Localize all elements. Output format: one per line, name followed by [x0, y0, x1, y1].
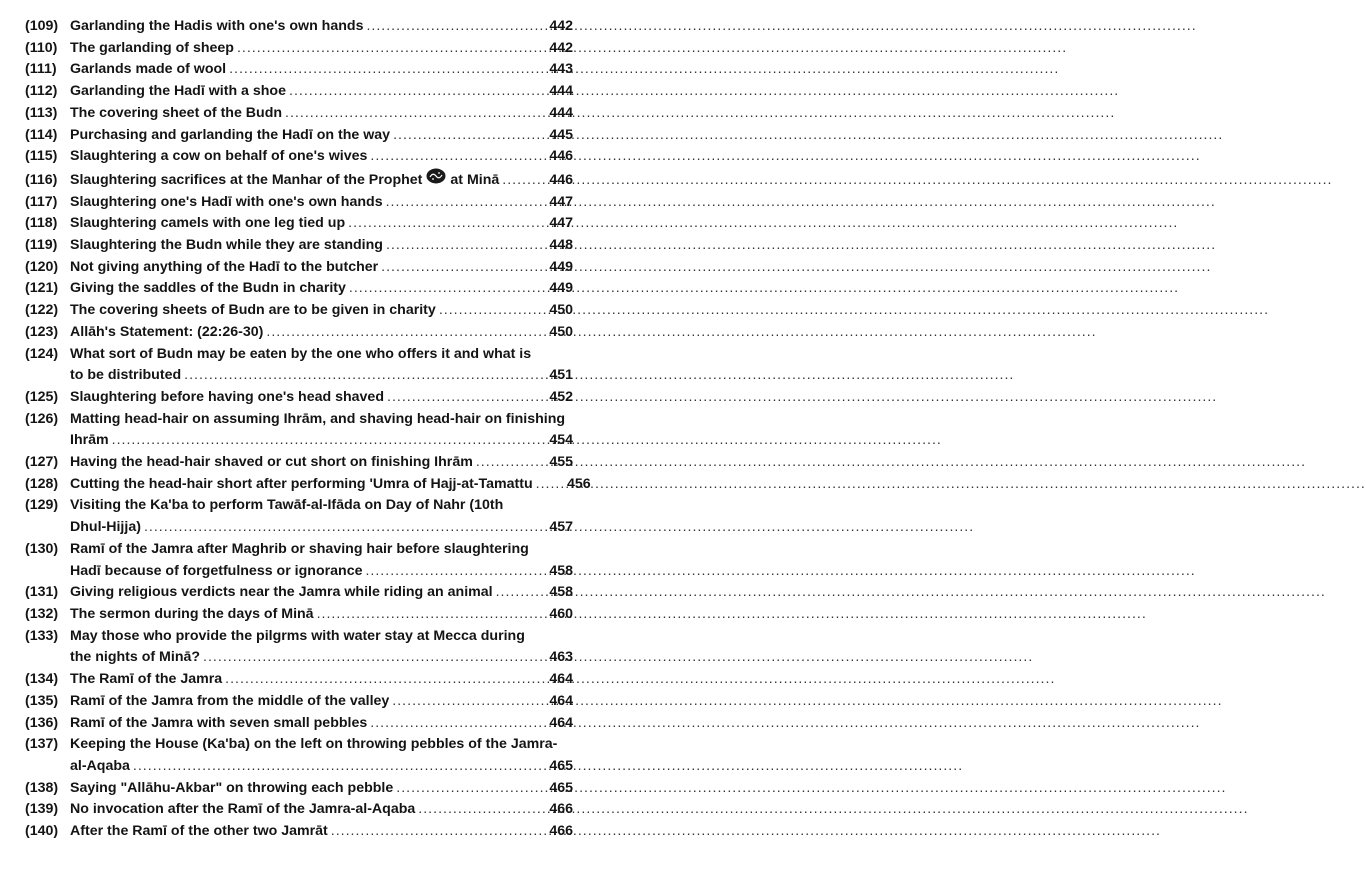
- toc-entry: [25, 778, 573, 800]
- dot-leader: [476, 452, 532, 474]
- page-number: 456: [566, 475, 591, 492]
- toc-entry: [25, 604, 573, 626]
- entry-number: (111): [25, 61, 57, 78]
- dot-leader: [203, 647, 532, 669]
- toc-line: [25, 235, 573, 257]
- toc-page: [0, 0, 600, 893]
- toc-line: [25, 168, 573, 192]
- entry-title: Garlands made of wool: [70, 61, 227, 78]
- toc-line: [25, 756, 573, 778]
- toc-line: [25, 257, 573, 279]
- entry-title: Having the head-hair shaved or cut short on finishing Ihrām: [70, 454, 473, 471]
- toc-line: [25, 16, 573, 38]
- entry-number: (117): [25, 193, 58, 210]
- entry-number: (139): [25, 801, 59, 818]
- dot-leader: [112, 430, 532, 452]
- entry-number: (109): [25, 18, 59, 34]
- entry-title: Ramī of the Jamra with seven small pebbles: [70, 714, 368, 731]
- toc-entry: [25, 452, 573, 474]
- entry-number: (134): [25, 671, 59, 688]
- page-number: 443: [549, 61, 573, 78]
- entry-title: Matting head-hair on assuming Ihrām, and shaving head-hair on finishing: [70, 410, 566, 427]
- page-number: 464: [549, 714, 573, 731]
- page-number: 446: [549, 148, 573, 165]
- entry-number: (114): [25, 126, 58, 143]
- entry-title: Garlanding the Hadī with a shoe: [70, 83, 286, 100]
- toc-line: [25, 125, 573, 147]
- page-number: 448: [549, 237, 573, 254]
- entry-number: (110): [25, 39, 58, 56]
- toc-entry: [25, 125, 573, 147]
- page-number: 447: [549, 215, 573, 232]
- toc-line: [25, 713, 573, 735]
- toc-entry: [25, 344, 573, 387]
- entry-title: Ihrām: [70, 432, 109, 449]
- entry-title: Allāh's Statement: (22:26-30): [70, 323, 264, 340]
- dot-leader: [396, 778, 532, 800]
- dot-leader: [496, 582, 532, 604]
- page-number: 464: [549, 692, 573, 709]
- dot-leader: [229, 59, 532, 81]
- toc-entry: [25, 691, 573, 713]
- entry-number: (121): [25, 280, 59, 297]
- dot-leader: [331, 821, 532, 843]
- toc-entry: [25, 16, 573, 38]
- toc-entry: [25, 235, 573, 257]
- entry-title: Slaughtering sacrifices at the Manhar of the Prophet: [70, 171, 423, 188]
- entry-title: the nights of Minā?: [70, 649, 201, 666]
- page-number: 458: [549, 584, 573, 601]
- page-number: 451: [549, 367, 573, 384]
- toc-line: [25, 38, 573, 60]
- entry-number: (132): [25, 605, 59, 622]
- dot-leader: [266, 322, 532, 344]
- page-number: 452: [549, 388, 573, 405]
- entry-title: Keeping the House (Ka'ba) on the left on throwing pebbles of the Jamra-: [70, 736, 558, 753]
- toc-line: [25, 691, 573, 713]
- dot-leader: [365, 561, 532, 583]
- toc-line: [25, 778, 573, 800]
- page-number: 466: [549, 823, 573, 840]
- page-number: 463: [549, 649, 573, 666]
- entry-number: (120): [25, 258, 59, 275]
- entry-title: Saying "Allāhu-Akbar" on throwing each pebble: [70, 779, 394, 796]
- toc-entry: [25, 213, 573, 235]
- toc-entry: [25, 474, 591, 496]
- toc-entry: [25, 713, 573, 735]
- toc-line: [25, 387, 573, 409]
- entry-title: Visiting the Ka'ba to perform Tawāf-al-Ifāda on Day of Nahr (10th: [70, 497, 504, 514]
- toc-entry: [25, 322, 573, 344]
- toc-line: [25, 365, 573, 387]
- page-number: 446: [549, 171, 573, 188]
- entry-number: (133): [25, 627, 59, 644]
- toc-line: [25, 647, 573, 669]
- entry-number: (135): [25, 692, 59, 709]
- dot-leader: [386, 235, 532, 257]
- page-number: 444: [549, 104, 573, 121]
- entry-number: (113): [25, 104, 58, 121]
- toc-line: [25, 517, 573, 539]
- entry-number: (119): [25, 237, 58, 254]
- entry-title: Garlanding the Hadis with one's own hands: [70, 18, 364, 34]
- page-number: 444: [549, 83, 573, 100]
- entry-title: The garlanding of sheep: [70, 39, 234, 56]
- toc-line: [25, 582, 573, 604]
- entry-title: Not giving anything of the Hadī to the butcher: [70, 258, 379, 275]
- entry-title: The covering sheet of the Budn: [70, 104, 283, 121]
- dot-leader: [370, 713, 532, 735]
- entry-title: Slaughtering a cow on behalf of one's wives: [70, 148, 368, 165]
- page-number: 445: [549, 126, 573, 143]
- dot-leader: [349, 278, 532, 300]
- dot-leader: [381, 257, 532, 279]
- toc-entry: [25, 799, 573, 821]
- entry-title: Slaughtering one's Hadī with one's own hands: [70, 193, 383, 210]
- page-number: 457: [549, 519, 573, 536]
- entry-title: The sermon during the days of Minā: [70, 605, 314, 622]
- toc-line: [25, 669, 573, 691]
- entry-title: The covering sheets of Budn are to be given in charity: [70, 302, 436, 319]
- entry-title: No invocation after the Ramī of the Jamra-al-Aqaba: [70, 801, 416, 818]
- toc-entry: [25, 192, 573, 214]
- dot-leader: [439, 300, 532, 322]
- entry-number: (137): [25, 736, 59, 753]
- dot-leader: [237, 38, 532, 60]
- entry-title: After the Ramī of the other two Jamrāt: [70, 823, 328, 840]
- entry-number: (129): [25, 497, 59, 514]
- toc-entry: [25, 300, 573, 322]
- toc-line: [25, 799, 573, 821]
- page-number: 454: [549, 432, 573, 449]
- entry-number: (122): [25, 302, 59, 319]
- toc-entry: [25, 257, 573, 279]
- entry-number: (118): [25, 215, 58, 232]
- dot-leader: [317, 604, 532, 626]
- entry-number: (123): [25, 323, 59, 340]
- page-number: 455: [549, 454, 573, 471]
- entry-number: (125): [25, 388, 59, 405]
- page-number: 460: [549, 605, 573, 622]
- toc-entry: [25, 734, 573, 777]
- entry-title: Dhul-Hijja): [70, 519, 141, 536]
- toc-entry: [25, 81, 573, 103]
- entry-title: Slaughtering before having one's head shaved: [70, 388, 384, 405]
- toc-line: [25, 430, 573, 452]
- toc-line: [25, 604, 573, 626]
- entry-title: Cutting the head-hair short after performing 'Umra of Hajj-at-Tamattu: [70, 475, 533, 492]
- toc-entry: [25, 59, 573, 81]
- toc-entry: [25, 582, 573, 604]
- entry-title: Giving religious verdicts near the Jamra while riding an animal: [70, 584, 493, 601]
- toc-entry: [25, 278, 573, 300]
- dot-leader: [393, 125, 532, 147]
- dot-leader: [536, 474, 550, 496]
- page-number: 449: [549, 280, 573, 297]
- entry-title: Slaughtering the Budn while they are standing: [70, 237, 383, 254]
- entry-title: Ramī of the Jamra from the middle of the valley: [70, 692, 390, 709]
- toc-line: [25, 103, 573, 125]
- toc-entry: [25, 626, 573, 669]
- page-number: 450: [549, 302, 573, 319]
- entry-title: Slaughtering camels with one leg tied up: [70, 215, 346, 232]
- entry-number: (116): [25, 171, 58, 188]
- toc-entry: [25, 387, 573, 409]
- page-number: 465: [549, 779, 573, 796]
- toc-line: [25, 495, 573, 517]
- entry-title-continued: at Minā: [450, 171, 500, 188]
- entry-number: (128): [25, 475, 59, 492]
- entry-number: (126): [25, 410, 59, 427]
- entry-number: (112): [25, 83, 58, 100]
- entry-title: What sort of Budn may be eaten by the one who offers it and what is: [70, 345, 532, 362]
- toc-line: [25, 344, 573, 366]
- dot-leader: [386, 192, 532, 214]
- page-number: 442: [549, 39, 573, 56]
- toc-entry: [25, 409, 573, 452]
- toc-line: [25, 278, 573, 300]
- dot-leader: [370, 146, 532, 168]
- toc-line: [25, 146, 573, 168]
- entry-title: to be distributed: [70, 367, 182, 384]
- entry-title: Ramī of the Jamra after Maghrib or shaving hair before slaughtering: [70, 540, 529, 557]
- toc-line: [25, 626, 573, 648]
- dot-leader: [285, 103, 532, 125]
- entry-number: (124): [25, 345, 59, 362]
- dot-leader: [144, 517, 532, 539]
- toc-entry: [25, 539, 573, 582]
- toc-line: [25, 474, 591, 496]
- toc-line: [25, 561, 573, 583]
- toc-line: [25, 59, 573, 81]
- toc-line: [25, 192, 573, 214]
- toc-line: [25, 821, 573, 843]
- toc-line: [25, 300, 573, 322]
- toc-entry: [25, 495, 573, 538]
- page-number: 447: [549, 193, 573, 210]
- entry-number: (140): [25, 823, 59, 840]
- dot-leader: [289, 81, 532, 103]
- toc-line: [25, 322, 573, 344]
- entry-title: The Ramī of the Jamra: [70, 671, 223, 688]
- dot-leader: [184, 365, 532, 387]
- toc-entry: [25, 38, 573, 60]
- dot-leader: [502, 170, 532, 192]
- entry-title: Purchasing and garlanding the Hadī on the way: [70, 126, 391, 143]
- entry-number: (127): [25, 454, 59, 471]
- page-number: 466: [549, 801, 573, 818]
- page-number: 442: [549, 18, 573, 34]
- toc-line: [25, 539, 573, 561]
- entry-title: Giving the saddles of the Budn in charity: [70, 280, 346, 297]
- toc-line: [25, 213, 573, 235]
- entry-title: May those who provide the pilgrms with water stay at Mecca during: [70, 627, 525, 644]
- page-number: 458: [549, 562, 573, 579]
- toc-line: [25, 81, 573, 103]
- toc-entry: [25, 669, 573, 691]
- dot-leader: [348, 213, 532, 235]
- toc-line: [25, 452, 573, 474]
- page-number: 465: [549, 757, 573, 774]
- dot-leader: [418, 799, 532, 821]
- toc-line: [25, 734, 573, 756]
- entry-number: (115): [25, 148, 58, 165]
- entry-title: al-Aqaba: [70, 757, 130, 774]
- dot-leader: [392, 691, 532, 713]
- entry-number: (138): [25, 779, 59, 796]
- salutation-emblem-icon: [426, 168, 446, 184]
- page-number: 464: [549, 671, 573, 688]
- toc-entry: [25, 103, 573, 125]
- toc-entry: [25, 168, 573, 192]
- dot-leader: [387, 387, 532, 409]
- toc-entry: [25, 821, 573, 843]
- dot-leader: [133, 756, 532, 778]
- dot-leader: [366, 16, 532, 38]
- dot-leader: [225, 669, 532, 691]
- page-number: 449: [549, 258, 573, 275]
- entry-title: Hadī because of forgetfulness or ignorance: [70, 562, 363, 579]
- toc-line: [25, 409, 573, 431]
- toc-entry: [25, 146, 573, 168]
- entry-number: (130): [25, 540, 59, 557]
- entry-number: (136): [25, 714, 59, 731]
- entry-number: (131): [25, 584, 59, 601]
- page-number: 450: [549, 323, 573, 340]
- table-of-contents: [25, 16, 591, 843]
